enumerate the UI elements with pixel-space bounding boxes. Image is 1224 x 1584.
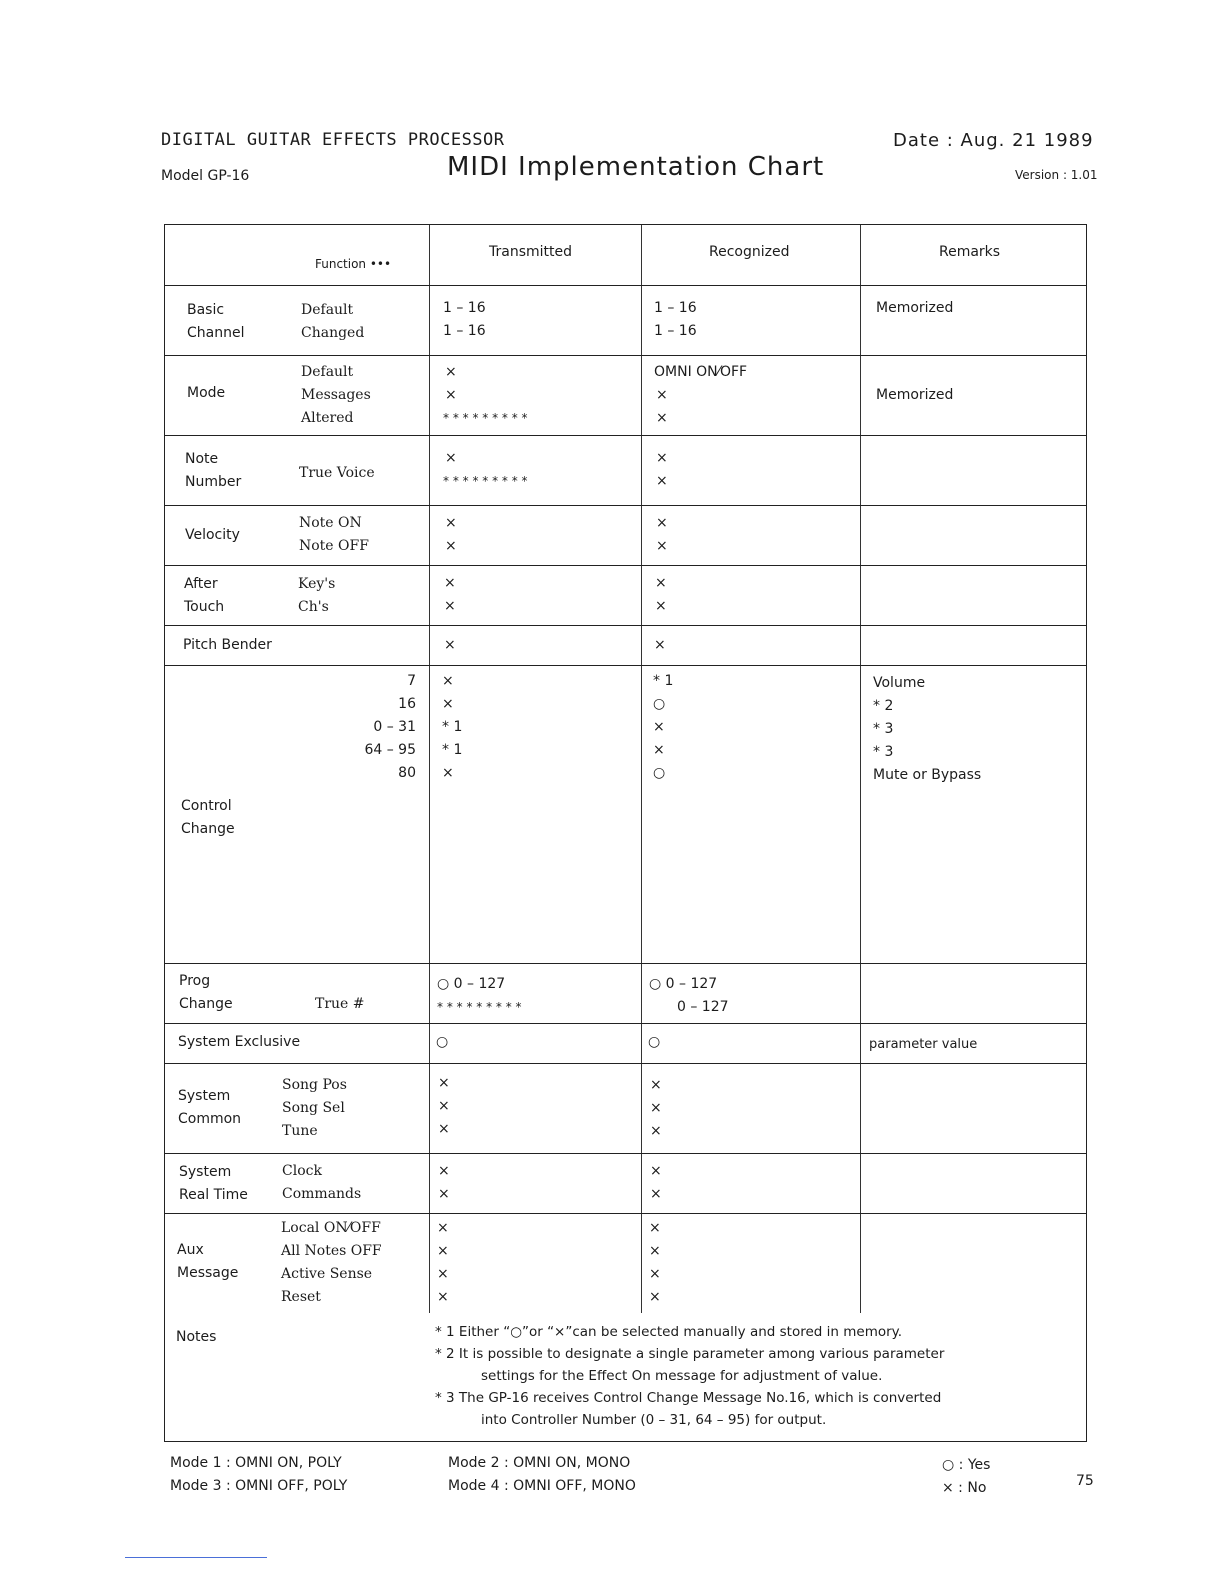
transmitted-value: × bbox=[437, 1289, 449, 1305]
recognized-value: ○ bbox=[653, 696, 666, 712]
sub-label: Default bbox=[301, 302, 354, 318]
recognized-value: × bbox=[656, 473, 668, 489]
recognized-value: × bbox=[656, 515, 668, 531]
table-row bbox=[165, 1023, 1086, 1064]
sub-label: Default bbox=[301, 364, 354, 380]
note-line: into Controller Number (0 – 31, 64 – 95) for output. bbox=[481, 1412, 827, 1428]
recognized-value: ○ bbox=[653, 765, 666, 781]
transmitted-value: × bbox=[438, 1121, 450, 1137]
table-row bbox=[165, 1213, 1086, 1314]
controller-number: 0 – 31 bbox=[373, 719, 416, 735]
header-function: Function ••• bbox=[315, 257, 392, 271]
recognized-value: × bbox=[654, 637, 666, 653]
notes-row bbox=[165, 1313, 1086, 1441]
header-transmitted: Transmitted bbox=[489, 244, 573, 260]
transmitted-value: × bbox=[444, 598, 456, 614]
function-label: Message bbox=[177, 1265, 239, 1281]
function-label: System bbox=[179, 1164, 232, 1180]
remarks-value: Volume bbox=[873, 675, 926, 691]
function-label: Number bbox=[185, 474, 242, 490]
note-line: * 1 Either “○”or “×”can be selected manually and stored in memory. bbox=[435, 1324, 903, 1340]
midi-implementation-table bbox=[164, 224, 1087, 1442]
sub-label: Altered bbox=[301, 410, 354, 426]
controller-number: 80 bbox=[398, 765, 416, 781]
recognized-value: × bbox=[649, 1243, 661, 1259]
recognized-value: × bbox=[653, 742, 665, 758]
recognized-value: × bbox=[650, 1100, 662, 1116]
table-row bbox=[165, 665, 1086, 964]
transmitted-value: * * * * * * * * * bbox=[443, 474, 528, 488]
sub-label: Clock bbox=[282, 1163, 322, 1179]
function-label: Change bbox=[181, 821, 235, 837]
remarks-value: * 3 bbox=[873, 744, 894, 760]
recognized-value: × bbox=[650, 1123, 662, 1139]
function-label: Common bbox=[178, 1111, 242, 1127]
notes-text bbox=[435, 1321, 944, 1431]
sub-label: Note OFF bbox=[299, 538, 369, 554]
function-label: Channel bbox=[187, 325, 245, 341]
transmitted-value: 1 – 16 bbox=[443, 300, 486, 316]
chart-version: Version : 1.01 bbox=[1015, 168, 1098, 182]
transmitted-value: × bbox=[442, 673, 454, 689]
notes-label: Notes bbox=[176, 1329, 217, 1345]
mode-1-legend: Mode 1 : OMNI ON, POLY bbox=[170, 1455, 342, 1471]
mode-4-legend: Mode 4 : OMNI OFF, MONO bbox=[448, 1478, 636, 1494]
transmitted-value: × bbox=[437, 1220, 449, 1236]
recognized-value: × bbox=[655, 575, 667, 591]
controller-number: 64 – 95 bbox=[364, 742, 416, 758]
transmitted-value: * 1 bbox=[442, 719, 463, 735]
function-label: Change bbox=[179, 996, 233, 1012]
transmitted-value: * 1 bbox=[442, 742, 463, 758]
sub-label: Reset bbox=[281, 1289, 321, 1305]
sub-label: Messages bbox=[301, 387, 371, 403]
function-label: Velocity bbox=[185, 527, 240, 543]
function-label: Mode bbox=[187, 385, 226, 401]
sub-label: Commands bbox=[282, 1186, 362, 1202]
sub-label: Active Sense bbox=[281, 1266, 373, 1282]
sub-label: Song Pos bbox=[282, 1077, 347, 1093]
transmitted-value: * * * * * * * * * bbox=[437, 1000, 522, 1014]
table-row bbox=[165, 1063, 1086, 1154]
sub-label: Local ON⁄OFF bbox=[281, 1220, 381, 1236]
transmitted-value: × bbox=[444, 575, 456, 591]
sub-label: Tune bbox=[282, 1123, 318, 1139]
mode-3-legend: Mode 3 : OMNI OFF, POLY bbox=[170, 1478, 348, 1494]
note-line: * 3 The GP-16 receives Control Change Message No.16, which is converted bbox=[435, 1390, 942, 1406]
transmitted-value: ○ 0 – 127 bbox=[437, 976, 506, 992]
function-label: After bbox=[184, 576, 218, 592]
sub-label: True Voice bbox=[299, 465, 375, 481]
transmitted-value: × bbox=[445, 538, 457, 554]
transmitted-value: × bbox=[438, 1075, 450, 1091]
remarks-value: * 2 bbox=[873, 698, 894, 714]
function-label: Aux bbox=[177, 1242, 204, 1258]
function-label: Basic bbox=[187, 302, 225, 318]
recognized-value: × bbox=[656, 450, 668, 466]
table-row bbox=[165, 285, 1086, 356]
controller-number: 16 bbox=[398, 696, 416, 712]
recognized-value: ○ 0 – 127 bbox=[649, 976, 718, 992]
table-row bbox=[165, 565, 1086, 626]
header-remarks: Remarks bbox=[939, 244, 1001, 260]
function-label: Note bbox=[185, 451, 219, 467]
function-label: System Exclusive bbox=[178, 1034, 301, 1050]
recognized-value: ○ bbox=[648, 1034, 661, 1050]
recognized-value: × bbox=[656, 387, 668, 403]
table-row bbox=[165, 355, 1086, 436]
function-label: Pitch Bender bbox=[183, 637, 272, 653]
chart-date: Date : Aug. 21 1989 bbox=[893, 130, 1094, 151]
function-label: Prog bbox=[179, 973, 211, 989]
table-row bbox=[165, 435, 1086, 506]
sub-label: Note ON bbox=[299, 515, 362, 531]
model-name: Model GP-16 bbox=[161, 168, 250, 184]
no-legend: × : No bbox=[942, 1480, 987, 1496]
recognized-value: OMNI ON⁄OFF bbox=[654, 364, 748, 380]
note-line: * 2 It is possible to designate a single parameter among various parameter bbox=[435, 1346, 945, 1362]
transmitted-value: 1 – 16 bbox=[443, 323, 486, 339]
transmitted-value: × bbox=[438, 1098, 450, 1114]
controller-number: 7 bbox=[407, 673, 416, 689]
sub-label: All Notes OFF bbox=[281, 1243, 382, 1259]
yes-legend: ○ : Yes bbox=[942, 1457, 991, 1473]
product-name: DIGITAL GUITAR EFFECTS PROCESSOR bbox=[161, 130, 505, 150]
recognized-value: × bbox=[649, 1220, 661, 1236]
table-row bbox=[165, 505, 1086, 566]
sub-label: Changed bbox=[301, 325, 365, 341]
remarks-value: Memorized bbox=[876, 300, 954, 316]
page-number: 75 bbox=[1076, 1473, 1094, 1489]
transmitted-value: × bbox=[444, 637, 456, 653]
transmitted-value: × bbox=[438, 1186, 450, 1202]
mode-2-legend: Mode 2 : OMNI ON, MONO bbox=[448, 1455, 631, 1471]
function-label: Touch bbox=[184, 599, 225, 615]
recognized-value: 1 – 16 bbox=[654, 300, 697, 316]
recognized-value: 0 – 127 bbox=[677, 999, 729, 1015]
table-row bbox=[165, 1153, 1086, 1214]
recognized-value: × bbox=[649, 1289, 661, 1305]
recognized-value: × bbox=[655, 598, 667, 614]
recognized-value: × bbox=[656, 538, 668, 554]
recognized-value: * 1 bbox=[653, 673, 674, 689]
recognized-value: × bbox=[649, 1266, 661, 1282]
remarks-value: Mute or Bypass bbox=[873, 767, 982, 783]
note-line: settings for the Effect On message for adjustment of value. bbox=[481, 1368, 883, 1384]
recognized-value: × bbox=[650, 1163, 662, 1179]
function-label: System bbox=[178, 1088, 231, 1104]
transmitted-value: × bbox=[438, 1163, 450, 1179]
page-title: MIDI Implementation Chart bbox=[447, 152, 825, 182]
table-row bbox=[165, 963, 1086, 1024]
sub-label: Song Sel bbox=[282, 1100, 345, 1116]
function-label: Real Time bbox=[179, 1187, 248, 1203]
transmitted-value: × bbox=[445, 364, 457, 380]
recognized-value: × bbox=[650, 1186, 662, 1202]
recognized-value: × bbox=[650, 1077, 662, 1093]
table-row bbox=[165, 625, 1086, 666]
remarks-value: parameter value bbox=[869, 1037, 978, 1052]
transmitted-value: × bbox=[437, 1243, 449, 1259]
remarks-value: * 3 bbox=[873, 721, 894, 737]
transmitted-value: × bbox=[442, 765, 454, 781]
recognized-value: 1 – 16 bbox=[654, 323, 697, 339]
recognized-value: × bbox=[656, 410, 668, 426]
transmitted-value: ○ bbox=[436, 1034, 449, 1050]
remarks-value: Memorized bbox=[876, 387, 954, 403]
transmitted-value: × bbox=[442, 696, 454, 712]
transmitted-value: × bbox=[437, 1266, 449, 1282]
sub-label: Ch's bbox=[298, 599, 329, 615]
header-recognized: Recognized bbox=[709, 244, 790, 260]
transmitted-value: × bbox=[445, 387, 457, 403]
recognized-value: × bbox=[653, 719, 665, 735]
transmitted-value: × bbox=[445, 450, 457, 466]
function-label: Control bbox=[181, 798, 232, 814]
sub-label: True # bbox=[315, 996, 365, 1012]
footnote-rule bbox=[125, 1557, 267, 1558]
sub-label: Key's bbox=[298, 576, 336, 592]
transmitted-value: × bbox=[445, 515, 457, 531]
transmitted-value: * * * * * * * * * bbox=[443, 411, 528, 425]
table-header-row bbox=[165, 225, 1086, 286]
